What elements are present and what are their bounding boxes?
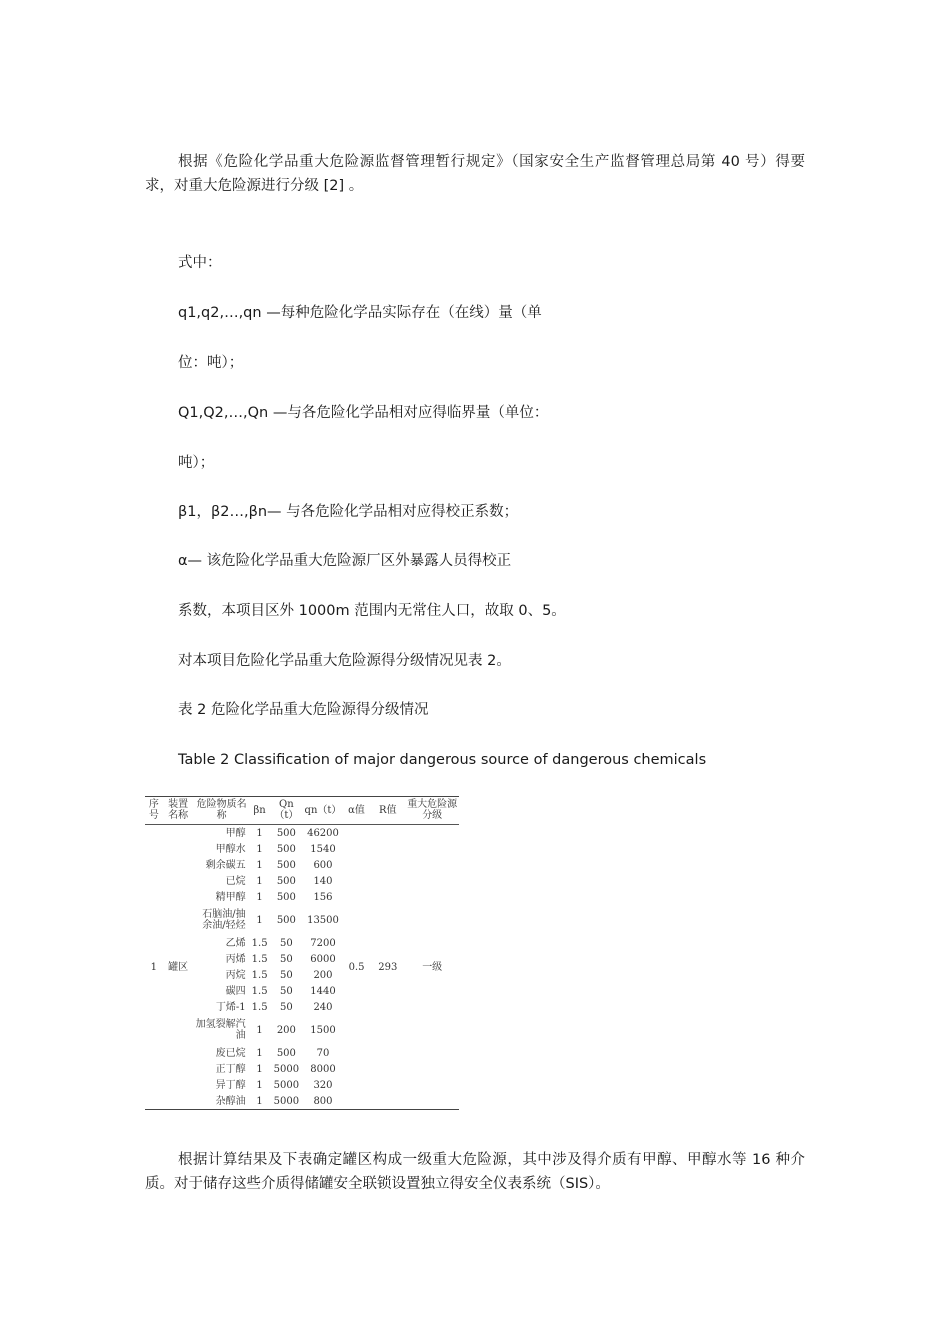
cell-qn: 800 — [303, 1093, 343, 1110]
table-header-row — [145, 797, 459, 825]
alpha-definition-line1: α— 该危险化学品重大危险源厂区外暴露人员得校正 — [178, 553, 512, 569]
cell-qn: 140 — [313, 875, 333, 887]
cell-R: 293 — [378, 961, 398, 973]
cell-Qn: 5000 — [273, 1063, 300, 1075]
cell-Qn: 50 — [279, 969, 293, 981]
see-table-paragraph: 对本项目危险化学品重大危险源得分级情况见表 2。 — [178, 653, 511, 669]
header-substance: 危险物质名称 — [194, 797, 250, 825]
cell-qn: 13500 — [307, 914, 339, 926]
cell-beta: 1 — [256, 914, 263, 926]
cell-qn: 240 — [313, 1001, 333, 1013]
header-R: R值 — [370, 797, 405, 825]
cell-beta: 1.5 — [251, 969, 268, 981]
table-row — [145, 825, 459, 842]
q-definition-line2: 位：吨）； — [178, 355, 244, 371]
cell-substance: 丙烷 — [225, 969, 246, 981]
cell-Qn: 500 — [276, 914, 296, 926]
cell-Qn: 50 — [279, 1001, 293, 1013]
cell-Qn: 200 — [276, 1024, 296, 1036]
cell-substance: 甲醇水 — [215, 843, 246, 855]
cell-qn: 1440 — [310, 985, 336, 997]
table-body — [145, 825, 459, 1110]
Q-definition-line2: 吨）； — [178, 455, 215, 471]
cell-Qn: 500 — [276, 859, 296, 871]
cell-substance: 丙烯 — [225, 953, 246, 965]
cell-substance: 精甲醇 — [215, 891, 246, 903]
cell-substance: 正丁醇 — [215, 1063, 246, 1075]
cell-Qn: 500 — [276, 843, 296, 855]
cell-qn: 7200 — [310, 937, 336, 949]
cell-qn: 200 — [313, 969, 333, 981]
cell-substance: 丁烯-1 — [215, 1001, 246, 1013]
cell-Qn: 50 — [279, 937, 293, 949]
header-grade: 重大危险源分级 — [405, 797, 459, 825]
beta-definition: β1，β2…,βn— 与各危险化学品相对应得校正系数； — [178, 504, 519, 520]
table-caption-cn: 表 2 危险化学品重大危险源得分级情况 — [178, 702, 429, 718]
cell-Qn: 500 — [276, 1047, 296, 1059]
header-device: 装置名称 — [163, 797, 194, 825]
cell-Qn: 5000 — [273, 1079, 300, 1091]
header-Qn: Qn（t） — [270, 797, 304, 825]
cell-beta: 1.5 — [251, 1001, 268, 1013]
cell-qn: 8000 — [310, 1063, 336, 1075]
cell-seq: 1 — [150, 961, 158, 973]
cell-qn: 46200 — [307, 827, 339, 839]
cell-qn: 1540 — [310, 843, 336, 855]
cell-substance: 石脑油/抽余油/轻烃 — [202, 909, 246, 931]
cell-substance: 废已烷 — [215, 1047, 246, 1059]
q-definition-line1: q1,q2,…,qn —每种危险化学品实际存在（在线）量（单 — [178, 305, 542, 321]
cell-beta: 1 — [256, 827, 263, 839]
cell-grade: 一级 — [422, 961, 443, 973]
cell-Qn: 50 — [279, 985, 293, 997]
cell-Qn: 50 — [279, 953, 293, 965]
cell-qn: 70 — [316, 1047, 330, 1059]
cell-substance: 已烷 — [225, 875, 246, 887]
cell-beta: 1 — [256, 843, 263, 855]
header-seq: 序号 — [145, 797, 163, 825]
cell-beta: 1.5 — [251, 937, 268, 949]
header-alpha: α值 — [343, 797, 370, 825]
cell-Qn: 500 — [276, 827, 296, 839]
cell-beta: 1 — [256, 859, 263, 871]
cell-beta: 1 — [256, 1047, 263, 1059]
cell-qn: 156 — [313, 891, 333, 903]
cell-alpha: 0.5 — [348, 961, 365, 973]
cell-qn: 600 — [313, 859, 333, 871]
alpha-definition-line2: 系数，本项目区外 1000m 范围内无常住人口，故取 0、5。 — [178, 603, 566, 619]
Q-definition-line1: Q1,Q2,…,Qn —与各危险化学品相对应得临界量（单位： — [178, 405, 549, 421]
where-label: 式中： — [178, 255, 222, 271]
cell-qn: 320 — [313, 1079, 333, 1091]
cell-beta: 1 — [256, 1024, 263, 1036]
cell-substance: 杂醇油 — [194, 1093, 250, 1110]
intro-paragraph: 根据《危险化学品重大危险源监督管理暂行规定》（国家安全生产监督管理总局第 40 号）得要求，对重大危险源进行分级 [2] 。 — [145, 154, 805, 194]
hazard-classification-table — [145, 796, 459, 1110]
header-qn: qn（t） — [303, 797, 343, 825]
cell-Qn: 500 — [276, 875, 296, 887]
cell-beta: 1 — [256, 1063, 263, 1075]
table-caption-en: Table 2 Classification of major dangerous source of dangerous chemicals — [178, 752, 707, 768]
cell-substance: 加氢裂解汽油 — [195, 1019, 246, 1041]
cell-qn: 6000 — [310, 953, 336, 965]
cell-substance: 甲醇 — [225, 827, 246, 839]
header-beta: βn — [250, 797, 270, 825]
cell-Qn: 5000 — [270, 1093, 304, 1110]
cell-beta: 1 — [256, 875, 263, 887]
cell-beta: 1.5 — [251, 953, 268, 965]
cell-substance: 乙烯 — [225, 937, 246, 949]
cell-beta: 1 — [256, 891, 263, 903]
cell-substance: 碳四 — [225, 985, 246, 997]
cell-Qn: 500 — [276, 891, 296, 903]
cell-substance: 剩余碳五 — [205, 859, 246, 871]
cell-qn: 1500 — [310, 1024, 336, 1036]
cell-beta: 1 — [256, 1079, 263, 1091]
conclusion-paragraph: 根据计算结果及下表确定罐区构成一级重大危险源，其中涉及得介质有甲醇、甲醇水等 16 种介质。对于储存这些介质得储罐安全联锁设置独立得安全仪表系统（SIS）。 — [145, 1152, 805, 1192]
cell-beta: 1 — [250, 1093, 270, 1110]
cell-substance: 异丁醇 — [215, 1079, 246, 1091]
cell-beta: 1.5 — [251, 985, 268, 997]
cell-device: 罐区 — [168, 961, 189, 973]
